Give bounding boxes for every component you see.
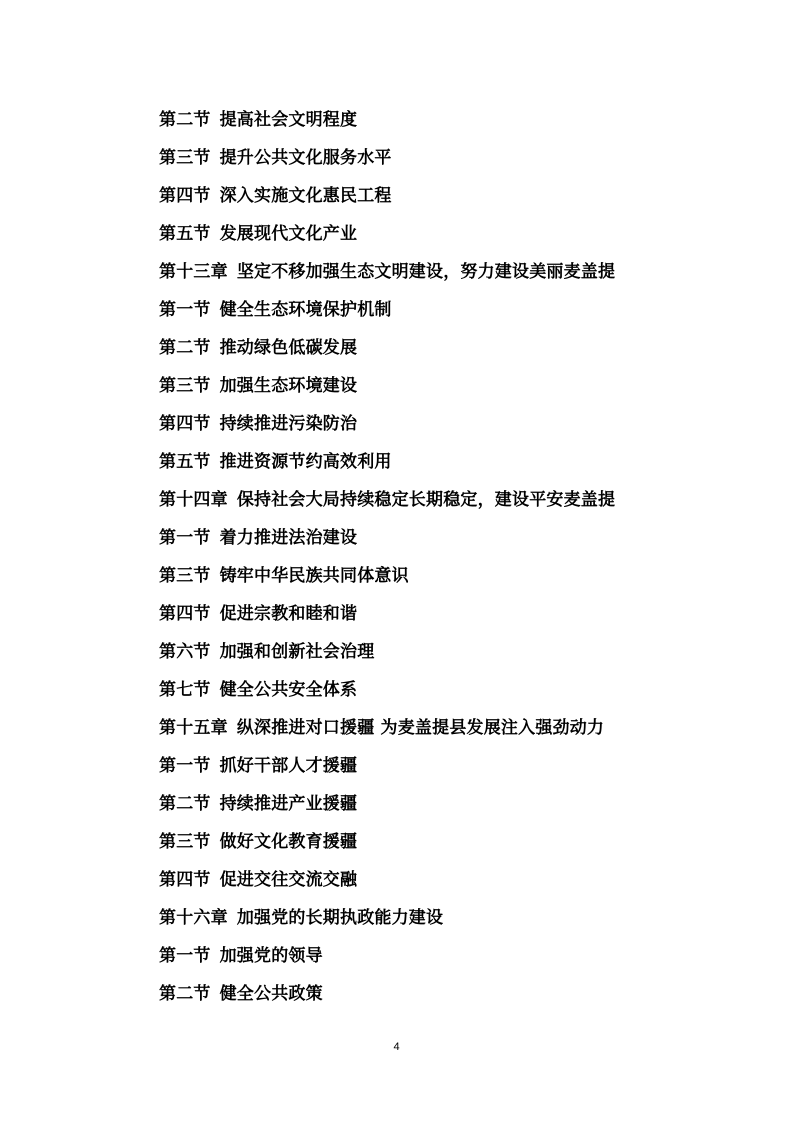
toc-entry-number: 第四节 — [159, 186, 211, 206]
toc-entry-title: 做好文化教育援疆 — [219, 832, 358, 852]
toc-entry — [159, 637, 759, 675]
toc-entry-title: 提升公共文化服务水平 — [219, 148, 392, 168]
toc-entry-number: 第五节 — [159, 452, 211, 472]
toc-entry-number: 第二节 — [159, 794, 211, 814]
toc-entry — [159, 105, 759, 143]
toc-chapter-entry — [159, 903, 759, 941]
toc-entry-number: 第一节 — [159, 946, 211, 966]
toc-entry-title: 持续推进污染防治 — [219, 414, 358, 434]
toc-entry-number: 第一节 — [159, 528, 211, 548]
toc-entry-number: 第四节 — [159, 604, 211, 624]
toc-entry-number: 第三节 — [159, 566, 211, 586]
toc-entry — [159, 181, 759, 219]
toc-entry-title: 健全生态环境保护机制 — [219, 300, 392, 320]
toc-entry-title: 加强生态环境建设 — [219, 376, 358, 396]
toc-entry-title: 坚定不移加强生态文明建设，努力建设美丽麦盖提 — [236, 262, 616, 282]
toc-entry — [159, 295, 759, 333]
toc-entry-title: 着力推进法治建设 — [219, 528, 358, 548]
toc-entry-number: 第四节 — [159, 870, 211, 890]
toc-entry-title: 发展现代文化产业 — [219, 224, 358, 244]
toc-entry-title: 持续推进产业援疆 — [219, 794, 358, 814]
toc-entry-number: 第二节 — [159, 110, 211, 130]
toc-entry-title: 健全公共安全体系 — [219, 680, 358, 700]
toc-chapter-entry — [159, 713, 759, 751]
toc-entry-title: 提高社会文明程度 — [219, 110, 358, 130]
toc-entry — [159, 333, 759, 371]
toc-entry-title: 保持社会大局持续稳定长期稳定，建设平安麦盖提 — [236, 490, 616, 510]
toc-entry-number: 第二节 — [159, 338, 211, 358]
toc-entry-title: 加强党的长期执政能力建设 — [236, 908, 444, 928]
toc-entry-number: 第七节 — [159, 680, 211, 700]
toc-entry — [159, 219, 759, 257]
toc-entry-number: 第三节 — [159, 376, 211, 396]
toc-entry-number: 第十五章 — [159, 718, 228, 738]
toc-entry — [159, 143, 759, 181]
toc-entry-title: 促进宗教和睦和谐 — [219, 604, 358, 624]
toc-entry — [159, 979, 759, 1017]
toc-entry — [159, 675, 759, 713]
toc-entry-number: 第十四章 — [159, 490, 228, 510]
toc-entry — [159, 447, 759, 485]
toc-entry-title: 纵深推进对口援疆 为麦盖提县发展注入强劲动力 — [236, 718, 605, 738]
toc-entry — [159, 561, 759, 599]
toc-entry-number: 第一节 — [159, 756, 211, 776]
toc-entry-number: 第四节 — [159, 414, 211, 434]
page-number: 4 — [393, 1041, 400, 1053]
toc-entry — [159, 865, 759, 903]
toc-entry — [159, 941, 759, 979]
toc-entry-number: 第五节 — [159, 224, 211, 244]
toc-entry — [159, 789, 759, 827]
toc-entry-title: 加强党的领导 — [219, 946, 323, 966]
toc-entry-number: 第十三章 — [159, 262, 228, 282]
toc-chapter-entry — [159, 485, 759, 523]
table-of-contents — [159, 105, 759, 1017]
toc-entry-title: 推动绿色低碳发展 — [219, 338, 358, 358]
toc-entry-number: 第三节 — [159, 148, 211, 168]
toc-entry-number: 第一节 — [159, 300, 211, 320]
toc-entry-title: 加强和创新社会治理 — [219, 642, 375, 662]
toc-entry — [159, 409, 759, 447]
toc-entry-title: 抓好干部人才援疆 — [219, 756, 358, 776]
toc-entry-title: 促进交往交流交融 — [219, 870, 358, 890]
toc-entry-title: 推进资源节约高效利用 — [219, 452, 392, 472]
toc-entry-title: 健全公共政策 — [219, 984, 323, 1004]
toc-entry — [159, 599, 759, 637]
toc-entry — [159, 523, 759, 561]
toc-entry-number: 第二节 — [159, 984, 211, 1004]
toc-entry-number: 第三节 — [159, 832, 211, 852]
toc-entry — [159, 827, 759, 865]
toc-chapter-entry — [159, 257, 759, 295]
toc-entry — [159, 371, 759, 409]
toc-entry-number: 第六节 — [159, 642, 211, 662]
toc-entry-title: 铸牢中华民族共同体意识 — [219, 566, 409, 586]
toc-entry — [159, 751, 759, 789]
toc-entry-number: 第十六章 — [159, 908, 228, 928]
toc-entry-title: 深入实施文化惠民工程 — [219, 186, 392, 206]
